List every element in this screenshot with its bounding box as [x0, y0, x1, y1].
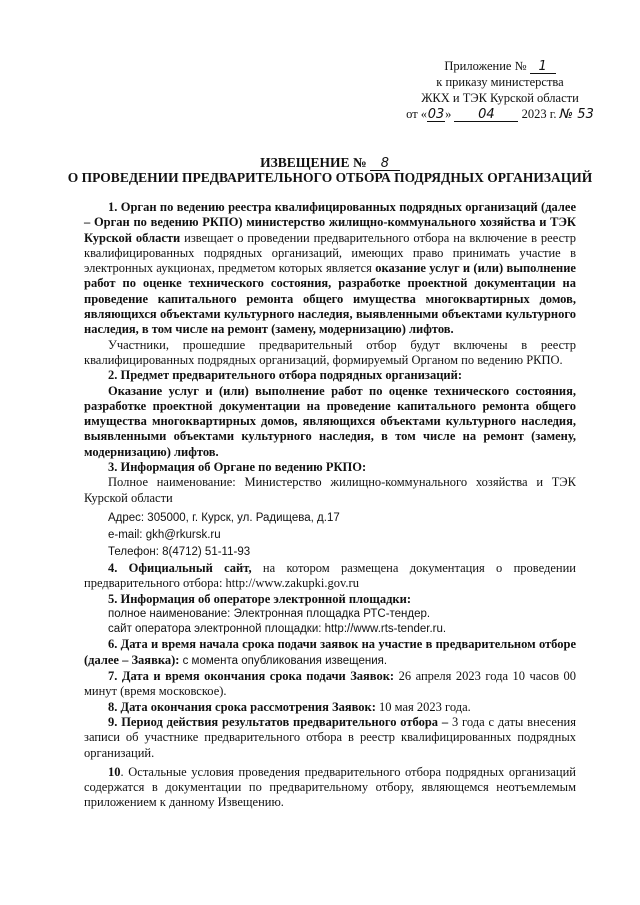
section-3-heading: 3. Информация об Органе по ведению РКПО: [108, 460, 367, 475]
section-1-heading: 1. Орган по ведению реестра квалифицированных подрядных организаций (далее – Орган по ведению РКПО) министерство жилищно-коммунального хозяйства и ТЭК Курской области [84, 200, 576, 245]
section-10 [84, 765, 576, 811]
section-1 [84, 200, 576, 338]
participants-paragraph: Участники, прошедшие предварительный отбор будут включены в реестр квалифицированных подрядных организаций, формируемый Органом по ведению РКПО. [84, 337, 576, 367]
section-6-heading: 6. Дата и время начала срока подачи заявок на участие в предварительном отборе (далее – Заявка): [84, 637, 576, 667]
section-8-heading: 8. Дата окончания срока рассмотрения Заявок: [108, 699, 376, 714]
notice-subtitle: О ПРОВЕДЕНИИ ПРЕДВАРИТЕЛЬНОГО ОТБОРА ПОДРЯДНЫХ ОРГАНИЗАЦИЙ [67, 170, 593, 185]
section-2-heading: 2. Предмет предварительного отбора подрядных организаций: [108, 368, 462, 383]
section-3-email: e-mail: gkh@rkursk.ru [108, 528, 221, 541]
section-3-address: Адрес: 305000, г. Курск, ул. Радищева, д.17 [108, 511, 340, 524]
section-4-text: на котором размещена документация о проведении предварительного отбора: http://www.zakupki.gov.ru [84, 560, 576, 591]
appendix-line-3: ЖКХ и ТЭК Курской области [421, 91, 579, 105]
notice-body [84, 200, 576, 811]
order-number: № 53 [559, 107, 594, 122]
section-5-site: сайт оператора электронной площадки: http://www.rts-tender.ru. [108, 623, 447, 636]
section-1-subject: оказание услуг и (или) выполнение работ по оценке технического состояния, разработке проектной документации на проведение капитального ремонта общего имущества многоквартирных домов, являющихся объектами культурного наследия, выявленными объектами культурного наследия, в том числе на ремонт (замену, модернизацию) лифтов. [84, 261, 576, 337]
section-2-text: Оказание услуг и (или) выполнение работ по оценке технического состояния, разработке проектной документации на проведение капитального ремонта общего имущества многоквартирных домов, являющихся объектами культурного наследия, выявленными объектами культурного наследия, в том числе на ремонт (замену, модернизацию) лифтов. [84, 383, 576, 459]
section-6 [84, 637, 576, 669]
appendix-label: Приложение № [444, 59, 527, 73]
section-4 [84, 561, 576, 592]
section-7-heading: 7. Дата и время окончания срока подачи Заявок: [108, 669, 395, 684]
section-3-fullname: Полное наименование: Министерство жилищно-коммунального хозяйства и ТЭК Курской области [84, 475, 576, 505]
appendix-block [400, 58, 600, 123]
notice-number: 8 [370, 157, 400, 171]
section-7-text: 26 апреля 2023 года 10 часов 00 минут (время московское). [84, 669, 576, 699]
section-7 [84, 669, 576, 700]
section-4-heading: 4. Официальный сайт, [108, 560, 252, 575]
date-day: 03 [427, 107, 445, 122]
section-8-text: 10 мая 2023 года. [375, 699, 471, 714]
section-9-heading: 9. Период действия результатов предварительного отбора – [108, 714, 449, 729]
notice-title [60, 155, 600, 171]
appendix-date-line [400, 106, 600, 123]
section-9 [84, 715, 576, 761]
section-1-text: извещает о проведении предварительного отбора на включение в реестр квалифицированных подрядных организаций, имеющих право принимать участие в электронных аукционах, предметом которых является [84, 230, 576, 276]
section-8 [84, 700, 576, 715]
section-5-name: полное наименование: Электронная площадка РТС-тендер. [108, 607, 431, 620]
section-6-text: с момента опубликования извещения. [179, 654, 388, 667]
date-sep: » [445, 107, 452, 121]
date-year: 2023 г. [521, 107, 557, 121]
section-9-text: 3 года с даты внесения записи об участнике предварительного отбора в реестр квалифицированных подрядных организаций. [84, 714, 576, 760]
section-5-heading: 5. Информация об операторе электронной площадки: [108, 591, 411, 606]
notice-title-label: ИЗВЕЩЕНИЕ № [260, 155, 367, 170]
appendix-line-1 [400, 58, 600, 74]
section-10-text: . Остальные условия проведения предварительного отбора подрядных организаций содержатся в документации по предварительному отбору, являющемся неотъемлемым приложением к данному Извещению. [84, 764, 576, 810]
section-10-number: 10 [108, 764, 121, 779]
appendix-number: 1 [530, 60, 556, 74]
date-month: 04 [454, 108, 518, 122]
section-3-phone: Телефон: 8(4712) 51-11-93 [108, 545, 251, 558]
appendix-line-2: к приказу министерства [436, 75, 564, 89]
date-prefix: от « [406, 107, 428, 121]
